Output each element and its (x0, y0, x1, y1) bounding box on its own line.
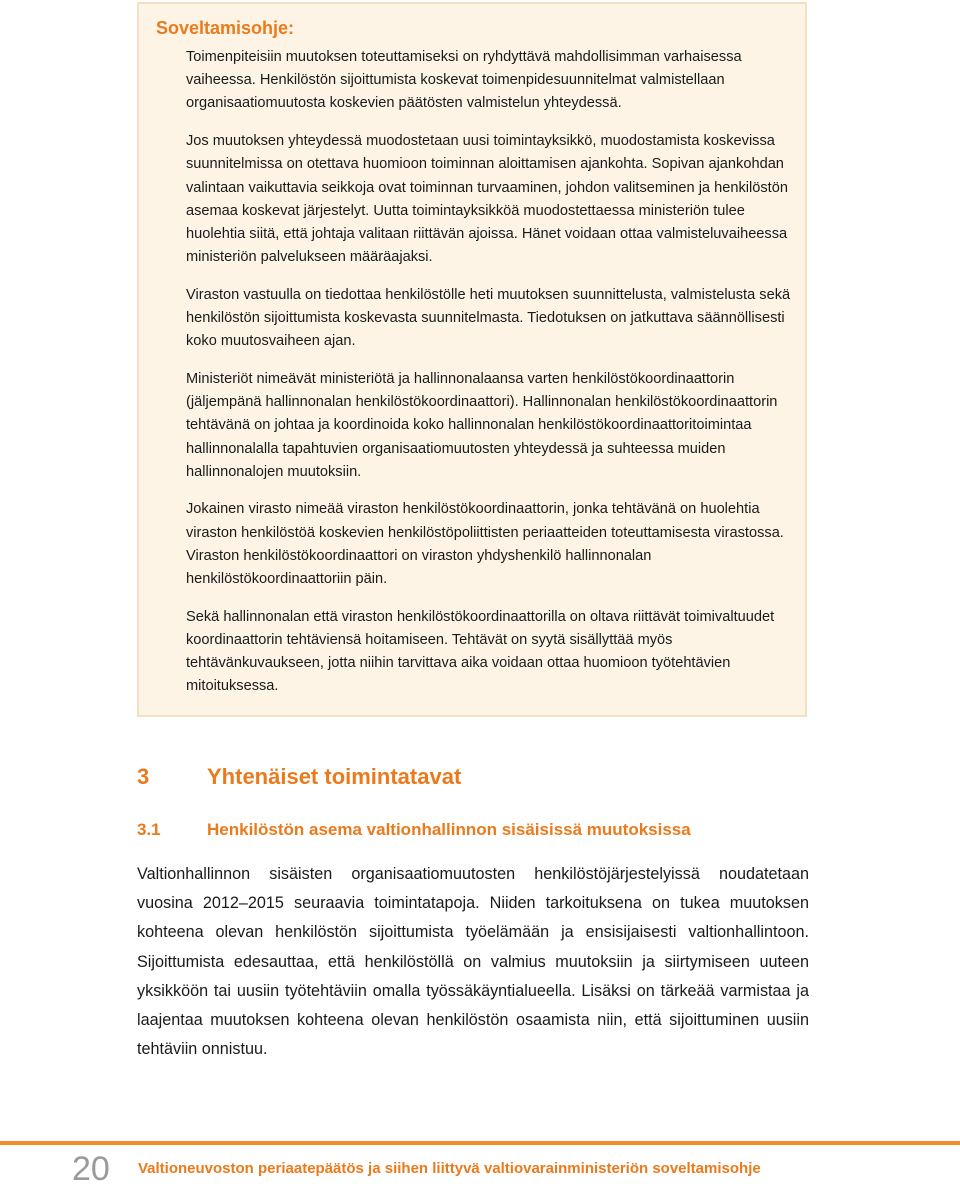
body-paragraph: Valtionhallinnon sisäisten organisaatiomuutosten henkilöstöjärjestelyissä noudatetaan vuosina 2012–2015 seuraavia toimintatapoja. Niiden tarkoituksena on tukea muutoksen kohteena olevan henkilöstön sijoittumista työelämään ja ensisijaisesti valtionhallintoon. Sijoittumista edesauttaa, että henkilöstöllä on valmius muutoksiin ja siirtymiseen uuteen yksikköön tai uusiin työtehtäviin omalla työssäkäyntialueella. Lisäksi on tärkeää varmistaa ja laajentaa muutoksen kohteena olevan henkilöstön osaamista niin, että sijoittuminen uusiin tehtäviin onnistuu. (137, 865, 809, 1059)
guidance-paragraph: Ministeriöt nimeävät ministeriötä ja hallinnonalaansa varten henkilöstökoordinaattorin (jäljempänä hallinnonalan henkilöstökoordinaattori). Hallinnonalan henkilöstökoordinaattorin tehtävänä on johtaa ja koordinoida koko hallinnonalan henkilöstökoordinaattoritoimintaa hallinnonalalla tapahtuvien organisaatiomuutosten yhteydessä ja suhteessa muiden hallinnonalojen muutoksiin. (186, 370, 778, 480)
guidance-paragraph: Toimenpiteisiin muutoksen toteuttamiseksi on ryhdyttävä mahdollisimman varhaisessa vaiheessa. Henkilöstön sijoittumista koskevat toimenpidesuunnitelmat valmistellaan organisaatiomuutosta koskevien päätösten valmistelun yhteydessä. (186, 49, 742, 112)
guidance-box (137, 2, 807, 717)
guidance-paragraph: Jokainen virasto nimeää viraston henkilöstökoordinaattorin, jonka tehtävänä on huolehtia viraston henkilöstöä koskevien henkilöstöpoliittisten periaatteiden toteuttamisesta virastossa. Viraston henkilöstökoordinaattori on viraston yhdyshenkilö hallinnonalan henkilöstökoordinaattoriin päin. (186, 501, 784, 588)
page-number: 20 (72, 1150, 110, 1188)
guidance-paragraph: Sekä hallinnonalan että viraston henkilöstökoordinaattorilla on oltava riittävät toimivaltuudet koordinaattorin tehtäviensä hoitamiseen. Tehtävät on syytä sisällyttää myös tehtävänkuvaukseen, jotta niihin tarvittava aika voidaan ottaa huomioon työtehtävien mitoituksessa. (186, 608, 775, 695)
section-number: 3 (137, 764, 150, 789)
subsection-number: 3.1 (137, 820, 161, 839)
section-heading (137, 764, 461, 790)
section-title: Yhtenäiset toimintatavat (207, 764, 462, 789)
guidance-box-title: Soveltamisohje: (156, 18, 295, 38)
guidance-paragraph: Viraston vastuulla on tiedottaa henkilöstölle heti muutoksen suunnittelusta, valmistelusta sekä henkilöstön sijoittumista koskevasta suunnitelmasta. Tiedotuksen on jatkuttava säännöllisesti koko muutosvaiheen ajan. (186, 286, 791, 350)
subsection-heading (137, 820, 691, 840)
guidance-paragraph: Jos muutoksen yhteydessä muodostetaan uusi toimintayksikkö, muodostamista koskevissa suunnitelmissa on otettava huomioon toiminnan aloittamisen ajankohta. Sopivan ajankohdan valintaan vaikuttavia seikkoja ovat toiminnan turvaaminen, johdon valitseminen ja henkilöstön asemaa koskevat järjestelyt. Uutta toimintayksikköä muodostettaessa ministeriön tulee huolehtia siitä, että johtaja valitaan riittävän ajoissa. Hänet voidaan ottaa valmisteluvaiheessa ministeriön palvelukseen määräajaksi. (186, 133, 788, 266)
footer-title: Valtioneuvoston periaatepäätös ja siihen liittyvä valtiovarainministeriön soveltamisohje (138, 1160, 761, 1177)
footer-divider (0, 1141, 960, 1145)
subsection-title: Henkilöstön asema valtionhallinnon sisäisissä muutoksissa (207, 820, 691, 839)
guidance-box-body (186, 46, 798, 713)
